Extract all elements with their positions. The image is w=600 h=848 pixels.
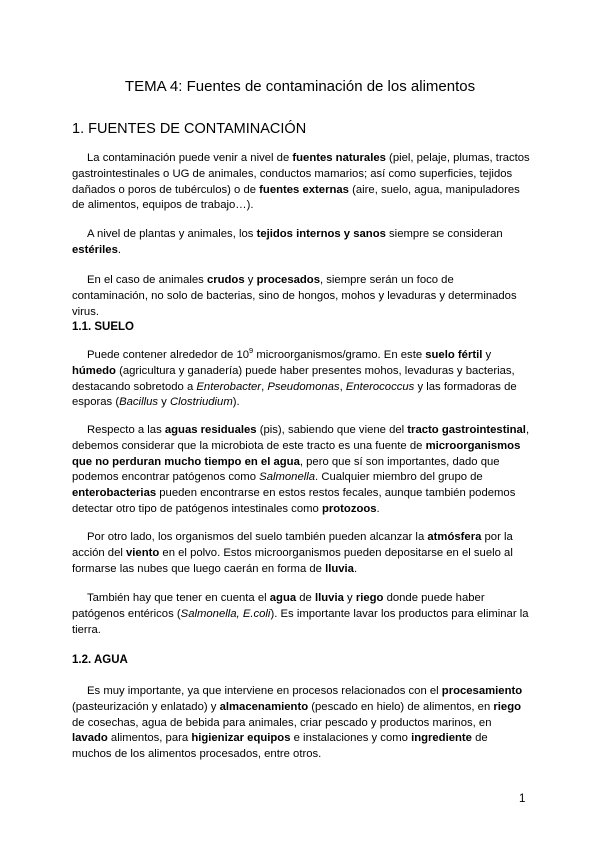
paragraph-aguas-residuales: Respecto a las aguas residuales (pis), sabiendo que viene del tracto gastrointestinal, debemos considerar que la microbiota de este tracto es una fuente de microorganismos que no perduran mucho tiempo en el agua, pero que sí son importantes, dado que podemos encontrar patógenos como Salmonella. Cualquier miembro del grupo de enterobacterias pueden encontrarse en estos restos fecales, aunque también podemos detectar otro tipo de patógenos intestinales como protozoos. xyxy=(72,424,530,515)
paragraph-crudos-procesados: En el caso de animales crudos y procesados, siempre serán un foco de contaminación, no solo de bacterias, sino de hongos, mohos y levaduras y determinados virus. xyxy=(72,274,517,318)
paragraph-tejidos-esteriles: A nivel de plantas y animales, los tejidos internos y sanos siempre se consideran estériles. xyxy=(72,228,503,256)
page-number: 1 xyxy=(519,793,526,805)
paragraph-fuentes-naturales: La contaminación puede venir a nivel de fuentes naturales (piel, pelaje, plumas, tractos gastrointestinales o UG de animales, conductos mamarios; así como superficies, tejidos dañados o poros de tubérculos) o de fuentes externas (aire, suelo, agua, manipuladores de alimentos, equipos de trabajo…). xyxy=(72,152,530,212)
paragraph-agua-importancia: Es muy importante, ya que interviene en procesos relacionados con el procesamiento (pasteurización y enlatado) y almacenamiento (pescado en hielo) de alimentos, en riego de cosechas, agua de bebida para animales, criar pescado y productos marinos, en lavado alimentos, para higienizar equipos e instalaciones y como ingrediente de muchos de los alimentos procesados, entre otros. xyxy=(72,685,523,761)
paragraph-atmosfera: Por otro lado, los organismos del suelo también pueden alcanzar la atmósfera por la acción del viento en el polvo. Estos microorganismos pueden depositarse en el suelo al formarse las nubes que luego caerán en forma de lluvia. xyxy=(72,531,513,575)
section-heading-agua: 1.2. AGUA xyxy=(72,654,128,666)
section-heading-suelo: 1.1. SUELO xyxy=(72,321,134,333)
section-heading-fuentes: 1. FUENTES DE CONTAMINACIÓN xyxy=(72,121,307,137)
document-title: TEMA 4: Fuentes de contaminación de los alimentos xyxy=(124,78,476,95)
paragraph-agua-lluvia-riego: También hay que tener en cuenta el agua de lluvia y riego donde puede haber patógenos entéricos (Salmonella, E.coli). Es importante lavar los productos para eliminar la tierra. xyxy=(72,592,529,636)
paragraph-suelo-microorganismos: Puede contener alrededor de $10^9$ microorganismos/gramo. En este suelo fértil y húmedo (agricultura y ganadería) puede haber presentes mohos, levaduras y bacterias, destacando sobretodo a Enterobacter, Pseudomonas, Enterococcus y las formadoras de esporas (Bacillus y Clostriudium). xyxy=(72,346,517,409)
